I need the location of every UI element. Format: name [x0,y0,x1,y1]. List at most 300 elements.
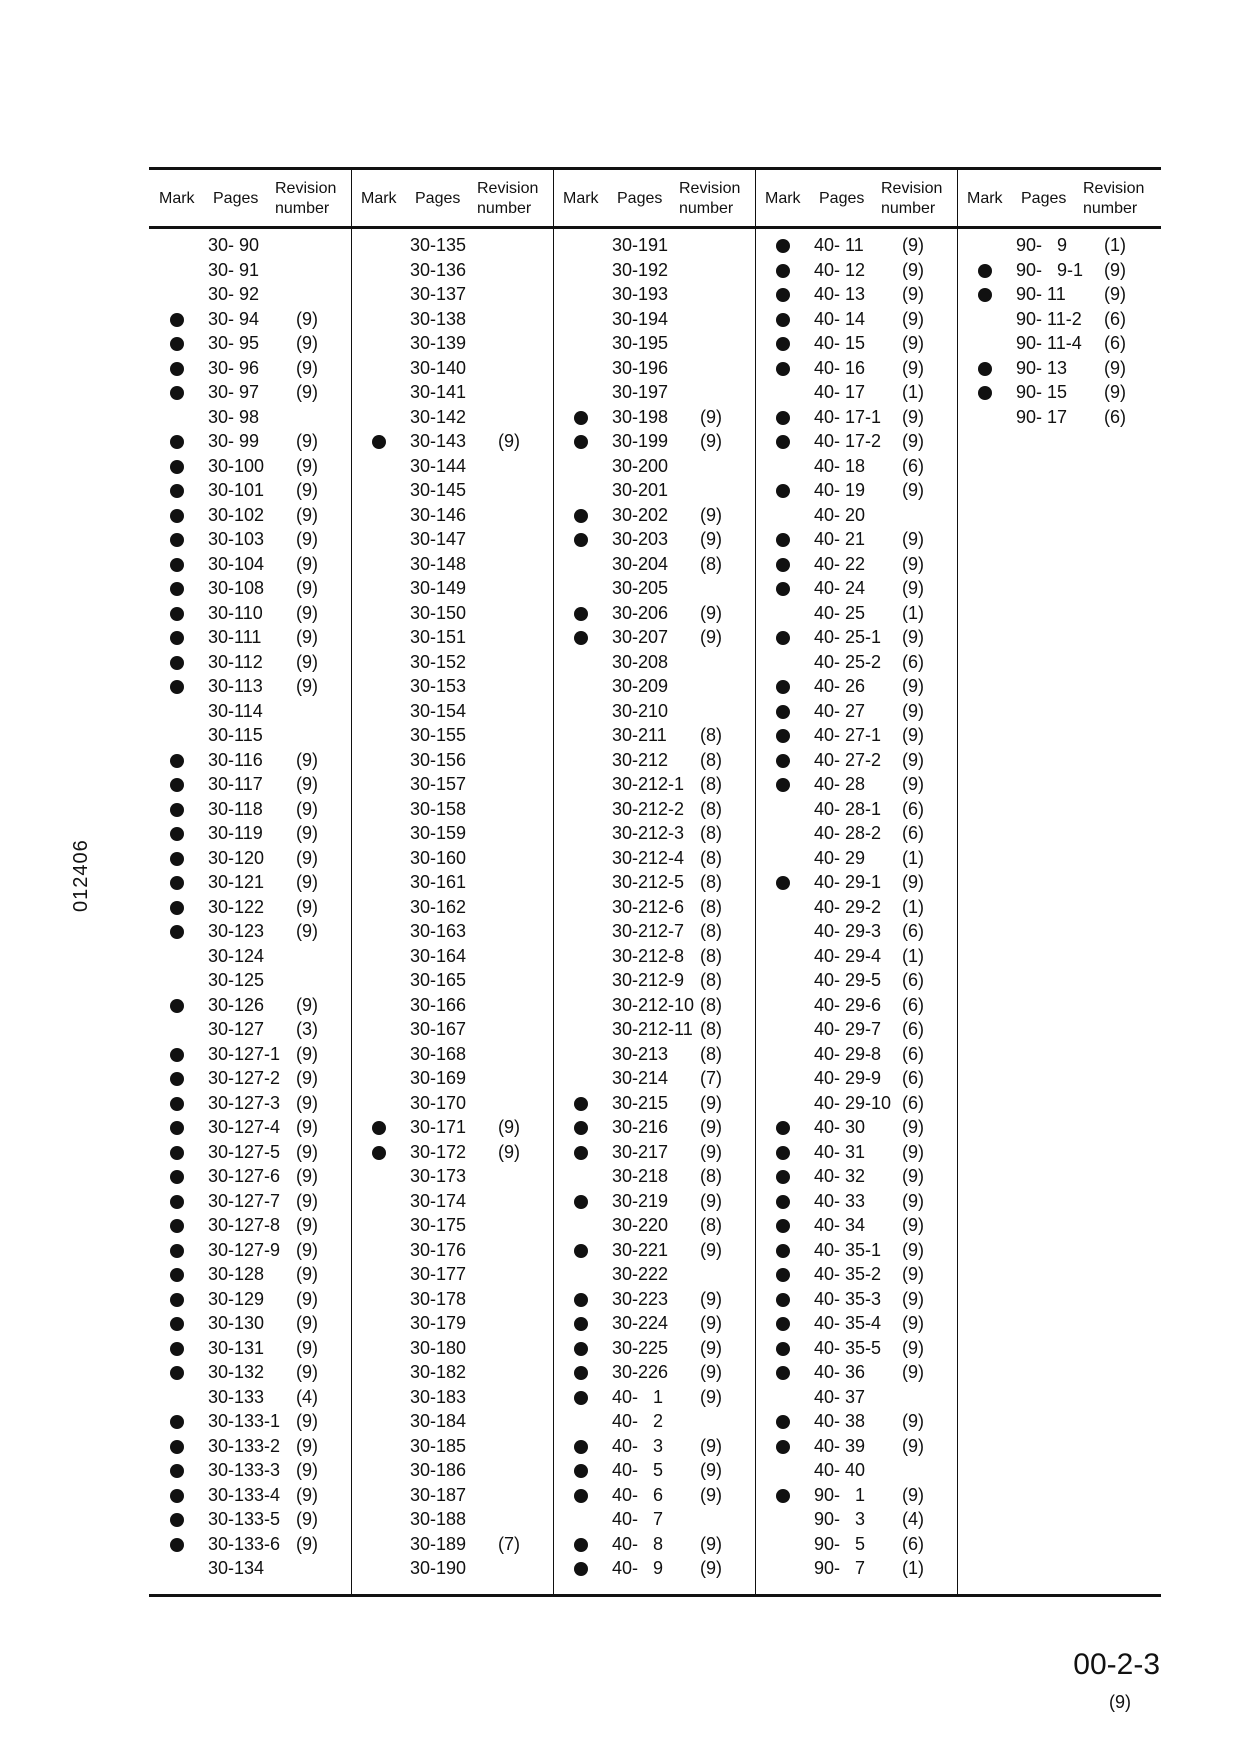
page-ref: 30- 90 [208,235,260,255]
revision-number: (9) [296,578,318,598]
column-header [553,170,755,226]
revision-number: (9) [296,1092,318,1113]
table-row [351,405,553,430]
revision-number: (9) [902,1435,924,1456]
table-row [149,1140,351,1165]
revision-mark-icon [776,337,790,351]
table-row [149,282,351,307]
page-ref: 30-206 [612,602,669,623]
revision-mark-icon [170,1146,184,1160]
table-row [553,282,755,307]
page-ref: 30-148 [410,553,467,574]
table-row [351,846,553,871]
page-ref: 30-127-9 [208,1239,281,1260]
table-row [149,1507,351,1532]
page-ref: 30-215 [612,1092,669,1113]
page-ref: 40- 13 [814,284,866,304]
revision-number: (6) [902,823,924,843]
revision-table [149,167,1161,1597]
table-row [149,699,351,724]
revision-number: (9) [296,1117,318,1137]
revision-number: (9) [700,431,722,451]
page-ref: 40- 24 [814,578,866,598]
header-mark: Mark [967,190,1003,207]
page-ref: 30-212-9 [612,970,685,990]
table-row [957,331,1159,356]
revision-number: (9) [902,872,924,892]
revision-number: (9) [902,235,924,255]
revision-mark-icon [978,264,992,278]
table-row [755,380,957,405]
table-row [553,1483,755,1508]
table-row [553,1262,755,1287]
table-row [149,993,351,1018]
table-row [149,380,351,405]
table-row [351,1483,553,1508]
page-ref: 40- 34 [814,1215,866,1235]
page-ref: 30-212 [612,749,669,770]
revision-number: (9) [700,1558,722,1578]
page-ref: 30-155 [410,725,467,745]
revision-mark-icon [574,1440,588,1454]
page-ref: 30-126 [208,994,265,1015]
page-ref: 30-114 [208,700,263,721]
revision-number: (6) [902,994,924,1015]
page-ref: 30-199 [612,431,669,451]
page-ref: 30-145 [410,480,467,500]
table-row [755,968,957,993]
revision-mark-icon [776,1366,790,1380]
revision-number: (8) [700,798,722,819]
table-row [149,1385,351,1410]
page-ref: 30-133 [208,1386,265,1407]
revision-number: (8) [700,970,722,990]
page-ref: 30-133-3 [208,1460,281,1480]
revision-number: (8) [700,872,722,892]
revision-number: (3) [296,1019,318,1039]
revision-number: (4) [296,1386,318,1407]
revision-number: (9) [700,529,722,549]
table-row [351,1189,553,1214]
column-header [755,170,957,226]
page-ref: 30-139 [410,333,467,353]
table-row [149,1409,351,1434]
table-row [755,1532,957,1557]
table-row [553,1115,755,1140]
page-ref: 30-111 [208,627,262,647]
revision-number: (9) [296,1484,318,1505]
revision-number: (9) [902,1362,924,1382]
page-ref: 30-212-3 [612,823,685,843]
table-row [553,1066,755,1091]
table-row [553,1434,755,1459]
table-row [351,1115,553,1140]
revision-number: (9) [296,480,318,500]
table-row [351,674,553,699]
table-row [149,650,351,675]
table-row [351,944,553,969]
page-ref: 30-169 [410,1068,467,1088]
revision-number: (9) [296,1460,318,1480]
revision-number: (9) [296,529,318,549]
page-ref: 40- 27 [814,700,866,721]
revision-number: (9) [700,504,722,525]
page-ref: 30-128 [208,1264,265,1284]
table-row [755,1483,957,1508]
revision-number: (9) [1104,284,1126,304]
page-ref: 30-125 [208,970,265,990]
page-ref: 30-171 [410,1117,467,1137]
page-ref: 30-195 [612,333,669,353]
page-ref: 90- 11-4 [1016,333,1082,353]
revision-number: (9) [296,896,318,917]
revision-number: (9) [700,406,722,427]
table-row [351,699,553,724]
table-row [149,1458,351,1483]
revision-mark-icon [574,1342,588,1356]
page-ref: 30-214 [612,1068,669,1088]
revision-number: (8) [700,749,722,770]
table-row [755,723,957,748]
revision-number: (1) [902,1558,924,1578]
revision-number: (6) [1104,308,1126,329]
page-ref: 40- 9 [612,1558,664,1578]
revision-mark-icon [776,288,790,302]
table-row [553,258,755,283]
revision-number: (8) [700,945,722,966]
revision-mark-icon [776,411,790,425]
table-row [149,356,351,381]
table-row [553,1189,755,1214]
revision-number: (9) [296,1362,318,1382]
page-ref: 30-182 [410,1362,467,1382]
revision-number: (9) [902,480,924,500]
revision-mark-icon [574,1391,588,1405]
page-ref: 30-158 [410,798,467,819]
table-row [755,454,957,479]
table-row [149,846,351,871]
revision-number: (8) [700,896,722,917]
table-row [553,846,755,871]
table-row [755,576,957,601]
header-revision: Revision number [275,180,337,217]
table-row [755,1311,957,1336]
table-row [755,1385,957,1410]
table-row [957,405,1159,430]
page-ref: 30-212-4 [612,847,685,868]
table-row [149,870,351,895]
page-ref: 30-173 [410,1166,467,1186]
revision-number: (9) [902,259,924,280]
page-ref: 40- 3 [612,1435,664,1456]
header-revision: Revision number [477,180,539,217]
page-ref: 30-147 [410,529,467,549]
revision-mark-icon [170,925,184,939]
page-ref: 30-133-2 [208,1435,281,1456]
table-row [553,527,755,552]
table-row [755,1042,957,1067]
revision-number: (9) [902,1288,924,1309]
page-ref: 40- 11 [814,235,864,255]
revision-number: (7) [498,1533,520,1554]
revision-number: (9) [902,333,924,353]
table-row [755,478,957,503]
revision-mark-icon [776,239,790,253]
page-ref: 30-180 [410,1337,467,1358]
page-ref: 30-170 [410,1092,467,1113]
table-row [755,356,957,381]
revision-number: (6) [902,1043,924,1064]
table-row [755,552,957,577]
revision-mark-icon [170,827,184,841]
page-ref: 30-144 [410,455,467,476]
revision-number: (9) [296,1068,318,1088]
table-row [149,1164,351,1189]
revision-mark-icon [170,509,184,523]
revision-mark-icon [574,1097,588,1111]
revision-number: (9) [296,1337,318,1358]
revision-number: (8) [700,774,722,794]
page-ref: 30-204 [612,553,669,574]
table-row [755,1066,957,1091]
table-row [149,772,351,797]
page-ref: 30- 97 [208,382,260,402]
revision-number: (9) [296,1509,318,1529]
page-ref: 30-133-4 [208,1484,281,1505]
revision-mark-icon [372,1121,386,1135]
page-ref: 40- 29-3 [814,921,882,941]
page-ref: 40- 29-10 [814,1092,892,1113]
revision-mark-icon [776,1293,790,1307]
table-row [755,1409,957,1434]
revision-mark-icon [574,411,588,425]
revision-number: (8) [700,1215,722,1235]
page-ref: 30-130 [208,1313,265,1333]
table-row [957,233,1159,258]
revision-mark-icon [574,1121,588,1135]
page-ref: 30-101 [208,480,265,500]
revision-mark-icon [574,1366,588,1380]
page-ref: 30-132 [208,1362,265,1382]
revision-mark-icon [776,778,790,792]
page-ref: 30-175 [410,1215,467,1235]
table-row [149,1042,351,1067]
revision-mark-icon [170,1293,184,1307]
table-row [351,772,553,797]
revision-mark-icon [574,1562,588,1576]
revision-number: (9) [902,1141,924,1162]
revision-mark-icon [574,1464,588,1478]
revision-number: (9) [700,1313,722,1333]
page-ref: 30-131 [208,1337,265,1358]
revision-number: (9) [296,333,318,353]
revision-number: (9) [700,1239,722,1260]
table-column-2 [351,170,553,1594]
revision-mark-icon [170,386,184,400]
table-row [149,1213,351,1238]
table-row [149,576,351,601]
table-column-4 [755,170,957,1594]
page-ref: 40- 19 [814,480,866,500]
revision-mark-icon [170,1072,184,1086]
page-ref: 30-163 [410,921,467,941]
revision-mark-icon [776,1489,790,1503]
table-row [149,1556,351,1581]
table-row [553,650,755,675]
page-ref: 90- 9-1 [1016,259,1084,280]
revision-mark-icon [776,1146,790,1160]
revision-number: (1) [902,847,924,868]
page-ref: 30-123 [208,921,265,941]
header-pages: Pages [1021,190,1067,207]
revision-mark-icon [776,1415,790,1429]
table-row [553,1532,755,1557]
revision-number: (9) [296,847,318,868]
table-row [755,870,957,895]
page-ref: 30-127-7 [208,1190,281,1211]
revision-number: (9) [296,1141,318,1162]
page-ref: 30-191 [612,235,669,255]
revision-number: (9) [296,357,318,378]
revision-mark-icon [574,1293,588,1307]
revision-number: (9) [296,602,318,623]
page-ref: 30-212-5 [612,872,685,892]
page-ref: 30-159 [410,823,467,843]
page-ref: 30-164 [410,945,467,966]
table-row [149,405,351,430]
revision-number: (9) [296,553,318,574]
revision-mark-icon [574,607,588,621]
column-header [957,170,1159,226]
table-row [755,1262,957,1287]
table-row [351,1213,553,1238]
page-ref: 30-137 [410,284,467,304]
header-pages: Pages [415,190,461,207]
page-ref: 30-197 [612,382,669,402]
revision-number: (9) [902,700,924,721]
table-row [755,821,957,846]
page-ref: 40- 26 [814,676,866,696]
header-revision: Revision number [679,180,741,217]
table-row [351,1287,553,1312]
page-ref: 30-118 [208,798,263,819]
revision-number: (9) [902,357,924,378]
revision-mark-icon [574,1538,588,1552]
revision-mark-icon [170,607,184,621]
table-row [351,1017,553,1042]
revision-number: (6) [1104,406,1126,427]
revision-mark-icon [776,362,790,376]
revision-mark-icon [170,1048,184,1062]
table-row [149,1434,351,1459]
revision-mark-icon [170,337,184,351]
page-ref: 30- 99 [208,431,260,451]
table-row [553,748,755,773]
page-ref: 40- 29-1 [814,872,882,892]
revision-mark-icon [170,1195,184,1209]
page-ref: 30-196 [612,357,669,378]
revision-number: (9) [902,529,924,549]
page-ref: 40- 29-5 [814,970,882,990]
header-revision: Revision number [881,180,943,217]
revision-mark-icon [776,582,790,596]
page-ref: 40- 35-1 [814,1239,882,1260]
revision-mark-icon [170,460,184,474]
revision-number: (9) [902,1313,924,1333]
table-row [351,1311,553,1336]
table-row [149,1189,351,1214]
table-row [351,576,553,601]
page-ref: 40- 14 [814,308,866,329]
page-ref: 30-127-4 [208,1117,281,1137]
revision-mark-icon [776,680,790,694]
table-row [553,331,755,356]
table-row [351,429,553,454]
page-ref: 30-112 [208,651,263,672]
revision-mark-icon [776,313,790,327]
column-header [149,170,351,226]
page-ref: 40- 35-2 [814,1264,882,1284]
page-ref: 40- 1 [612,1386,664,1407]
revision-number: (8) [700,1166,722,1186]
table-row [351,625,553,650]
page-ref: 30-212-10 [612,994,695,1015]
table-row [553,944,755,969]
page-ref: 30-189 [410,1533,467,1554]
page-ref: 40- 27-2 [814,749,882,770]
revision-number: (9) [296,1435,318,1456]
page-ref: 30-153 [410,676,467,696]
revision-number: (6) [902,798,924,819]
page-ref: 30-151 [410,627,467,647]
revision-number: (8) [700,994,722,1015]
table-row [755,772,957,797]
revision-number: (9) [902,749,924,770]
revision-number: (9) [700,1460,722,1480]
revision-number: (6) [902,921,924,941]
page-ref: 30-212-2 [612,798,685,819]
page-ref: 40- 28-2 [814,823,882,843]
table-row [149,944,351,969]
revision-number: (9) [296,1533,318,1554]
page-ref: 40- 22 [814,553,866,574]
page-ref: 90- 9 [1016,235,1068,255]
table-row [351,1556,553,1581]
table-row [755,1507,957,1532]
page-ref: 30-218 [612,1166,669,1186]
table-row [755,1287,957,1312]
revision-mark-icon [170,876,184,890]
table-row [553,674,755,699]
page-ref: 90- 13 [1016,357,1068,378]
page-ref: 30- 92 [208,284,260,304]
table-row [149,919,351,944]
page-ref: 40- 29-4 [814,945,882,966]
page-ref: 30-212-1 [612,774,685,794]
table-row [351,307,553,332]
page-ref: 30-174 [410,1190,467,1211]
revision-mark-icon [776,729,790,743]
revision-number: (6) [902,455,924,476]
page-ref: 30-129 [208,1288,265,1309]
page-ref: 40- 17 [814,382,866,402]
table-row [553,307,755,332]
table-row [553,1336,755,1361]
revision-mark-icon [776,558,790,572]
table-row [351,233,553,258]
table-row [351,380,553,405]
revision-mark-icon [170,558,184,572]
